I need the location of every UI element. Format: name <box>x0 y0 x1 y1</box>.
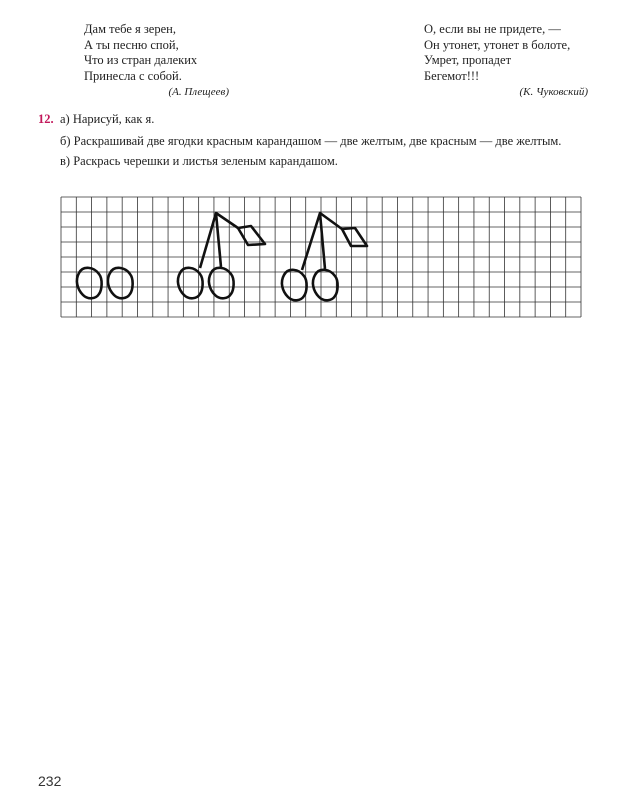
poem-line: Умрет, пропадет <box>424 53 512 67</box>
task-12 <box>38 111 598 175</box>
poem-line: Что из стран далеких <box>84 53 198 67</box>
poem-author: (А. Плещеев) <box>168 86 229 98</box>
poem-line: Он утонет, утонет в болоте, <box>424 37 571 52</box>
cherry-leaf-stem <box>216 213 238 228</box>
task-item-a: а) Нарисуй, как я. <box>60 112 155 126</box>
task-item-b: б) Раскрашивай две ягодки красным карандашом — две желтым, две красным — две желтым. <box>60 134 562 148</box>
cherry-leaf <box>342 228 367 246</box>
cherry-stem <box>200 213 221 268</box>
poem-line: Принесла с собой. <box>84 68 182 83</box>
poem-line: Бегемот!!! <box>424 68 480 83</box>
poem-left <box>84 22 229 101</box>
cherry-berry <box>282 270 307 300</box>
poem-line: О, если вы не придете, — <box>424 22 561 36</box>
task-item-c: в) Раскрась черешки и листья зеленым карандашом. <box>60 154 338 168</box>
poem-line: А ты песню спой, <box>84 37 179 52</box>
poem-right <box>424 22 588 101</box>
task-number: 12. <box>38 112 54 126</box>
page-number: 232 <box>38 773 62 789</box>
drawing-grid <box>60 196 582 318</box>
poem-author: (К. Чуковский) <box>519 86 588 98</box>
poem-line: Дам тебе я зерен, <box>84 22 176 36</box>
task-body <box>60 111 598 169</box>
cherry-pair-2 <box>178 213 265 298</box>
cherry-berry <box>313 270 338 300</box>
